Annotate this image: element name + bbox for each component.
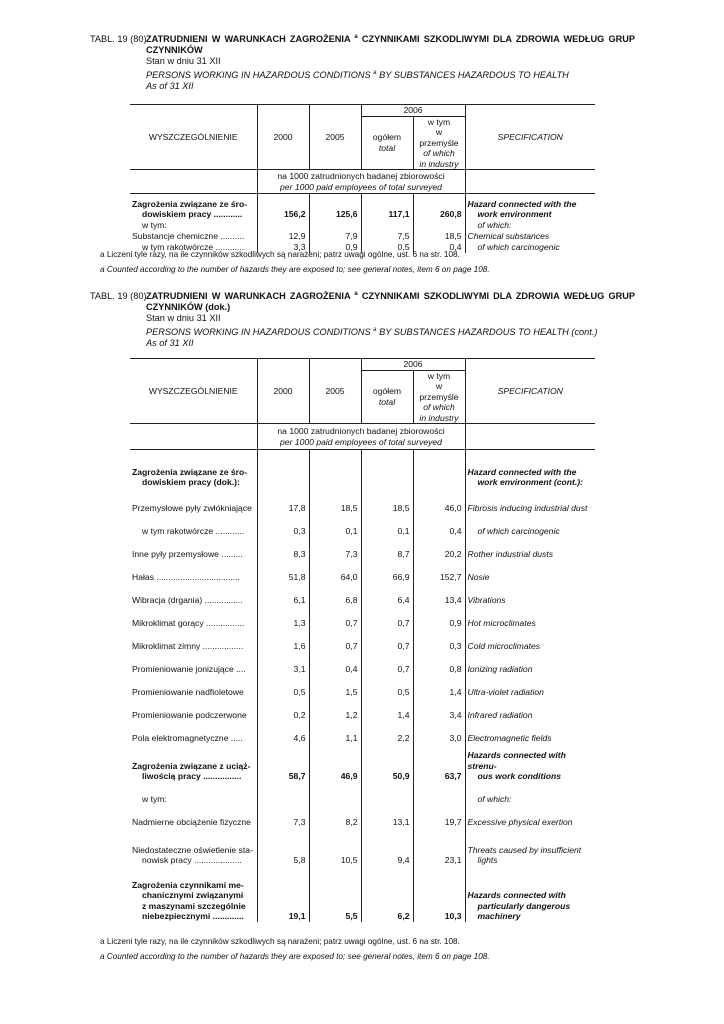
table-row (130, 805, 595, 828)
row-label-pl: Mikroklimat zimny ................. (130, 629, 257, 652)
row-label-pl: Wibracja (drgania) ................ (130, 583, 257, 606)
table1-label: TABL. 19 (80). (90, 34, 150, 44)
cell-value: 0,8 (413, 652, 465, 675)
table-row (130, 721, 595, 744)
table-row (130, 231, 595, 242)
col-header-industry: w tym w przemyśle of which in industry (413, 116, 465, 170)
row-label-pl: Substancje chemiczne .......... (130, 231, 257, 242)
row-label-pl: Zagrożenia czynnikami me- chanicznymi związanymi z maszynami szczególnie niebezpiecznymi ............. (130, 866, 257, 922)
row-label-en: Cold microclimates (467, 641, 541, 651)
cell-value (257, 450, 309, 488)
table-row (130, 828, 595, 866)
row-label-pl: Pola elektromagnetyczne ..... (130, 721, 257, 744)
row-label-en: of which carcinogenic (477, 526, 560, 536)
table-row (130, 194, 595, 220)
row-label-en: Hazards connected with particularly dangerous machinery (467, 890, 571, 921)
cell-value: 0,3 (257, 514, 309, 537)
table-row (130, 560, 595, 583)
cell-value: 19,7 (413, 805, 465, 828)
col-header-pl: WYSZCZEGÓLNIENIE (130, 359, 257, 424)
cell-value: 4,6 (257, 721, 309, 744)
table2-title-pl: ZATRUDNIENI W WARUNKACH ZAGROŻENIA $^a$ CZYNNIKAMI SZKODLIWYMI DLA ZDROWIA WEDŁUG GRUP CZYNNIKÓW (dok.) (146, 290, 635, 312)
table1-heading (90, 34, 635, 92)
col-header-total: ogółem total (361, 116, 413, 170)
row-label-en: Vibrations (467, 595, 506, 605)
cell-value (413, 782, 465, 805)
table2-asof-pl: Stan w dniu 31 XII (146, 313, 221, 323)
row-label-en: Ultra-violet radiation (467, 687, 544, 697)
table-row (130, 450, 595, 488)
row-label-en: Nosie (467, 572, 490, 582)
cell-value: 58,7 (257, 744, 309, 782)
table1 (130, 104, 595, 253)
row-label-pl: Mikroklimat gorący ................ (130, 606, 257, 629)
row-label-pl: Zagrożenia związane ze śro- dowiskiem pracy ............ (130, 194, 257, 220)
cell-value: 8,3 (257, 537, 309, 560)
cell-value: 125,6 (309, 194, 361, 220)
cell-value: 8,7 (361, 537, 413, 560)
cell-value: 0,3 (413, 629, 465, 652)
cell-value (361, 782, 413, 805)
col-header-total: ogółem total (361, 370, 413, 424)
cell-value: 7,9 (309, 231, 361, 242)
table1-note-pl: a Liczeni tyle razy, na ile czynników szkodliwych są narażeni; patrz uwagi ogólne, ust. 6 na str. 108. (100, 250, 460, 259)
table-row (130, 583, 595, 606)
table2-heading (90, 291, 635, 349)
table-row (130, 220, 595, 231)
cell-value (413, 220, 465, 231)
cell-value (257, 220, 309, 231)
row-label-pl: w tym rakotwórcze ............ (130, 242, 257, 253)
table2-note-pl: a Liczeni tyle razy, na ile czynników szkodliwych są narażeni; patrz uwagi ogólne, ust. 6 na str. 108. (100, 937, 460, 946)
cell-value: 1,5 (309, 675, 361, 698)
col-header-pl: WYSZCZEGÓLNIENIE (130, 105, 257, 170)
table-row (130, 782, 595, 805)
cell-value: 0,2 (257, 698, 309, 721)
col-header-en: SPECIFICATION (497, 385, 563, 396)
table1-title-pl: ZATRUDNIENI W WARUNKACH ZAGROŻENIA $^a$ CZYNNIKAMI SZKODLIWYMI DLA ZDROWIA WEDŁUG GRUP CZYNNIKÓW (146, 33, 635, 55)
cell-value: 12,9 (257, 231, 309, 242)
table-row (130, 488, 595, 514)
cell-value: 9,4 (361, 828, 413, 866)
cell-value: 66,9 (361, 560, 413, 583)
table2 (130, 358, 595, 922)
row-label-pl: Hałas ................................... (130, 560, 257, 583)
cell-value: 18,5 (413, 231, 465, 242)
cell-value: 1,1 (309, 721, 361, 744)
cell-value: 0,9 (309, 242, 361, 253)
cell-value: 3,3 (257, 242, 309, 253)
row-label-en: Ionizing radiation (467, 664, 533, 674)
cell-value: 6,1 (257, 583, 309, 606)
cell-value: 0,4 (413, 514, 465, 537)
col-header-2006: 2006 (361, 359, 465, 371)
col-header-en: SPECIFICATION (497, 131, 563, 142)
row-label-en: Infrared radiation (467, 710, 533, 720)
row-label-pl: Zagrożenia związane ze śro- dowiskiem pracy (dok.): (130, 450, 257, 488)
cell-value: 0,7 (309, 629, 361, 652)
cell-value: 3,1 (257, 652, 309, 675)
cell-value: 0,5 (361, 242, 413, 253)
cell-value: 1,2 (309, 698, 361, 721)
cell-value: 6,8 (309, 583, 361, 606)
cell-value: 13,4 (413, 583, 465, 606)
row-label-en: Rother industrial dusts (467, 549, 554, 559)
cell-value (413, 450, 465, 488)
cell-value: 7,3 (257, 805, 309, 828)
cell-value: 0,5 (257, 675, 309, 698)
cell-value: 50,9 (361, 744, 413, 782)
row-label-en: Hazards connected with strenu- ous work conditions (467, 750, 566, 781)
table-row (130, 652, 595, 675)
cell-value: 18,5 (361, 488, 413, 514)
cell-value: 3,0 (413, 721, 465, 744)
row-label-pl: Nadmierne obciążenie fizyczne (130, 805, 257, 828)
table-row (130, 744, 595, 782)
cell-value: 23,1 (413, 828, 465, 866)
cell-value: 63,7 (413, 744, 465, 782)
row-label-en: of which: (477, 220, 512, 230)
cell-value: 1,4 (413, 675, 465, 698)
cell-value: 3,4 (413, 698, 465, 721)
table1-note-en: a Counted according to the number of hazards they are exposed to; see general notes, item 6 on page 108. (100, 265, 490, 274)
row-label-pl: Niedostateczne oświetlenie sta- nowisk pracy .................... (130, 828, 257, 866)
cell-value (309, 450, 361, 488)
col-header-2006: 2006 (361, 105, 465, 117)
cell-value (257, 782, 309, 805)
table-row (130, 629, 595, 652)
row-label-en: of which carcinogenic (477, 242, 560, 252)
table2-label: TABL. 19 (80). (90, 291, 150, 301)
table-row (130, 866, 595, 922)
cell-value: 156,2 (257, 194, 309, 220)
table1-asof-pl: Stan w dniu 31 XII (146, 56, 221, 66)
row-label-en: Excessive physical exertion (467, 817, 573, 827)
table-row (130, 606, 595, 629)
table-row (130, 537, 595, 560)
cell-value: 260,8 (413, 194, 465, 220)
cell-value: 7,3 (309, 537, 361, 560)
row-label-en: Hazard connected with the work environment (467, 198, 577, 219)
row-label-pl: w tym rakotwórcze ............ (130, 514, 257, 537)
table2-title-en: PERSONS WORKING IN HAZARDOUS CONDITIONS $^a$ BY SUBSTANCES HAZARDOUS TO HEALTH (cont.) (146, 326, 598, 337)
col-header-2000: 2000 (257, 359, 309, 424)
cell-value: 5,5 (309, 866, 361, 922)
cell-value: 20,2 (413, 537, 465, 560)
cell-value: 1,3 (257, 606, 309, 629)
cell-value: 46,9 (309, 744, 361, 782)
table-row (130, 675, 595, 698)
cell-value: 0,7 (361, 629, 413, 652)
cell-value: 10,3 (413, 866, 465, 922)
cell-value: 0,1 (361, 514, 413, 537)
row-label-pl: Zagrożenia związane z uciąż- liwością pracy ................ (130, 744, 257, 782)
col-header-industry: w tym w przemyśle of which in industry (413, 370, 465, 424)
row-label-pl: Promieniowanie podczerwone (130, 698, 257, 721)
cell-value (361, 220, 413, 231)
row-label-en: of which: (477, 794, 512, 804)
cell-value: 1,4 (361, 698, 413, 721)
row-label-en: Threats caused by insufficient lights (467, 844, 582, 865)
cell-value: 10,5 (309, 828, 361, 866)
cell-value (309, 220, 361, 231)
cell-value: 5,8 (257, 828, 309, 866)
cell-value: 7,5 (361, 231, 413, 242)
cell-value: 13,1 (361, 805, 413, 828)
cell-value: 0,1 (309, 514, 361, 537)
table-row (130, 698, 595, 721)
cell-value: 0,7 (361, 606, 413, 629)
row-label-en: Chemical substances (467, 231, 550, 241)
row-label-en: Fibrosis inducing industrial dust (467, 503, 588, 513)
row-label-pl: w tym: (130, 782, 257, 805)
cell-value: 64,0 (309, 560, 361, 583)
cell-value: 0,9 (413, 606, 465, 629)
col-header-2005: 2005 (309, 105, 361, 170)
cell-value: 1,6 (257, 629, 309, 652)
row-label-en: Electromagnetic fields (467, 733, 552, 743)
unit-row: na 1000 zatrudnionych badanej zbiorowości per 1000 paid employees of total surveyed (257, 424, 465, 450)
row-label-pl: Promieniowanie jonizujące .... (130, 652, 257, 675)
row-label-en: Hazard connected with the work environment (cont.): (467, 466, 584, 487)
cell-value: 0,7 (361, 652, 413, 675)
table1-asof-en: As of 31 XII (146, 81, 194, 91)
row-label-en: Hot microclimates (467, 618, 536, 628)
cell-value: 0,4 (413, 242, 465, 253)
cell-value: 46,0 (413, 488, 465, 514)
cell-value: 17,8 (257, 488, 309, 514)
table-row (130, 514, 595, 537)
col-header-2000: 2000 (257, 105, 309, 170)
row-label-pl: w tym: (130, 220, 257, 231)
cell-value: 117,1 (361, 194, 413, 220)
cell-value: 6,4 (361, 583, 413, 606)
cell-value: 2,2 (361, 721, 413, 744)
cell-value (309, 782, 361, 805)
cell-value: 0,7 (309, 606, 361, 629)
cell-value (361, 450, 413, 488)
table1-title-en: PERSONS WORKING IN HAZARDOUS CONDITIONS $^a$ BY SUBSTANCES HAZARDOUS TO HEALTH (146, 69, 569, 80)
cell-value: 0,4 (309, 652, 361, 675)
cell-value: 6,2 (361, 866, 413, 922)
table2-asof-en: As of 31 XII (146, 338, 194, 348)
cell-value: 18,5 (309, 488, 361, 514)
cell-value: 8,2 (309, 805, 361, 828)
cell-value: 51,8 (257, 560, 309, 583)
cell-value: 0,5 (361, 675, 413, 698)
table2-note-en: a Counted according to the number of hazards they are exposed to; see general notes, item 6 on page 108. (100, 952, 490, 961)
row-label-pl: Promieniowanie nadfioletowe (130, 675, 257, 698)
col-header-2005: 2005 (309, 359, 361, 424)
row-label-pl: Inne pyły przemysłowe ......... (130, 537, 257, 560)
unit-row: na 1000 zatrudnionych badanej zbiorowości per 1000 paid employees of total surveyed (257, 170, 465, 194)
cell-value: 19,1 (257, 866, 309, 922)
cell-value: 152,7 (413, 560, 465, 583)
row-label-pl: Przemysłowe pyły zwłókniające (130, 488, 257, 514)
